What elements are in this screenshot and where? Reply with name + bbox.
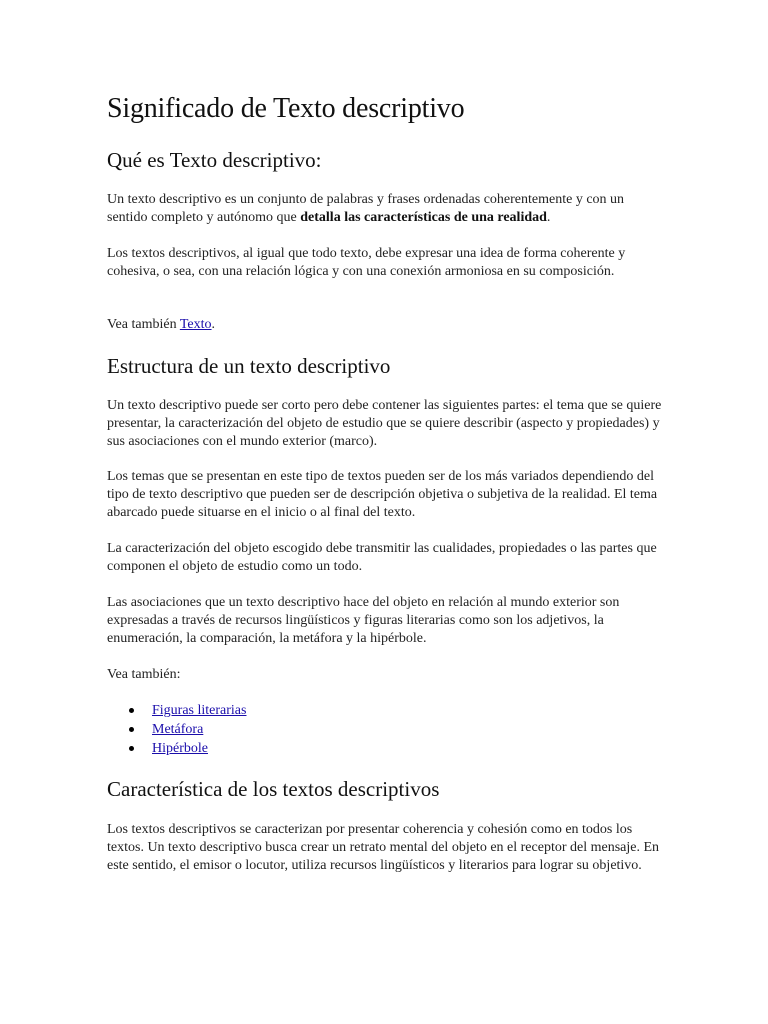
bullet-icon [129,746,134,751]
see-also-label: Vea también: [107,667,181,682]
list-item [107,720,246,739]
paragraph-associations: Las asociaciones que un texto descriptivo hace del objeto en relación al mundo exterior son expresadas a través de recursos lingüísticos y figuras literarias como son los adjetivos, la enumeración, la comparación, la metáfora y la hipérbole. [107,595,620,646]
list-item [107,739,246,758]
page-title: Significado de Texto descriptivo [107,93,465,124]
paragraph-characterization: La caracterización del objeto escogido debe transmitir las cualidades, propiedades o las partes que componen el objeto de estudio como un todo. [107,541,657,574]
section-heading-caracteristica: Característica de los textos descriptivos [107,777,440,801]
link-figuras-literarias[interactable]: Figuras literarias [152,703,247,718]
link-metafora[interactable]: Metáfora [152,722,204,737]
see-also-prefix: Vea también [107,317,180,332]
paragraph-topics: Los temas que se presentan en este tipo de textos pueden ser de los más variados dependiendo del tipo de texto descriptivo que pueden ser de descripción objetiva o subjetiva de la realidad. El tema abarcado puede situarse en el inicio o al final del texto. [107,469,658,520]
see-also-texto [107,316,663,334]
list-item [107,701,246,720]
paragraph-definition-bold: detalla las características de una realidad [300,210,547,225]
paragraph-coherence: Los textos descriptivos, al igual que todo texto, debe expresar una idea de forma coherente y cohesiva, o sea, con una relación lógica y con una conexión armoniosa en su composición. [107,246,626,279]
bullet-icon [129,727,134,732]
bullet-icon [129,708,134,713]
paragraph-definition [107,191,663,227]
paragraph-characteristics: Los textos descriptivos se caracterizan por presentar coherencia y cohesión como en todos los textos. Un texto descriptivo busca crear un retrato mental del objeto en el receptor del mensaje. En este sentido, el emisor o locutor, utiliza recursos lingüísticos y literarios para lograr su objetivo. [107,822,660,873]
paragraph-structure-parts: Un texto descriptivo puede ser corto pero debe contener las siguientes partes: el tema que se quiere presentar, la caracterización del objeto de estudio que se quiere describir (aspecto y propiedades) y sus asociaciones con el mundo exterior (marco). [107,398,662,449]
section-heading-estructura: Estructura de un texto descriptivo [107,354,391,378]
link-texto[interactable]: Texto [179,317,212,332]
see-also-list [107,701,246,758]
paragraph-definition-text: Un texto descriptivo es un conjunto de palabras y frases ordenadas coherentemente y con un sentido completo y autónomo que [107,192,625,225]
see-also-suffix: . [211,317,216,332]
section-heading-que-es: Qué es Texto descriptivo: [107,148,322,172]
link-hiperbole[interactable]: Hipérbole [152,741,208,756]
paragraph-definition-end: . [546,210,551,225]
